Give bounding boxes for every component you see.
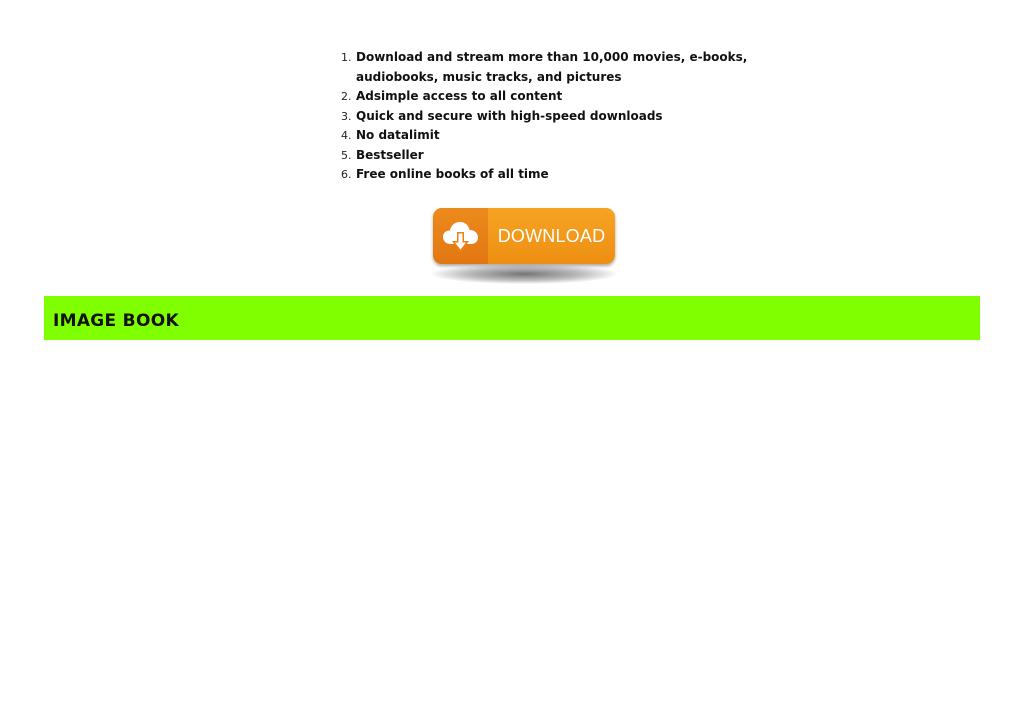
band-title: IMAGE BOOK — [53, 311, 179, 331]
cloud-download-icon — [439, 214, 483, 258]
feature-text: No datalimit — [356, 128, 440, 142]
feature-text: Bestseller — [356, 147, 424, 162]
feature-number: 2. — [341, 90, 352, 103]
feature-text: Free online books of all time — [356, 167, 549, 181]
feature-item — [341, 107, 781, 127]
feature-number: 3. — [341, 109, 352, 123]
feature-item — [341, 48, 781, 87]
title-band — [44, 296, 980, 340]
download-button[interactable] — [433, 208, 615, 264]
feature-item — [341, 146, 781, 166]
feature-number: 5. — [341, 148, 352, 162]
icon-panel — [433, 208, 488, 264]
download-area — [425, 206, 623, 286]
feature-number: 4. — [341, 129, 352, 142]
feature-text: Quick and secure with high-speed downloads — [356, 108, 663, 123]
feature-number: 6. — [341, 168, 352, 181]
feature-item — [341, 87, 781, 107]
feature-number: 1. — [341, 51, 352, 64]
feature-text: Adsimple access to all content — [356, 89, 563, 103]
button-shadow — [431, 264, 617, 284]
download-label: DOWNLOAD — [497, 226, 606, 246]
feature-item — [341, 165, 781, 185]
feature-text: Download and stream more than 10,000 movies, e-books, audiobooks, music tracks, and pictures — [356, 50, 748, 84]
feature-list — [341, 48, 781, 185]
feature-item — [341, 126, 781, 146]
